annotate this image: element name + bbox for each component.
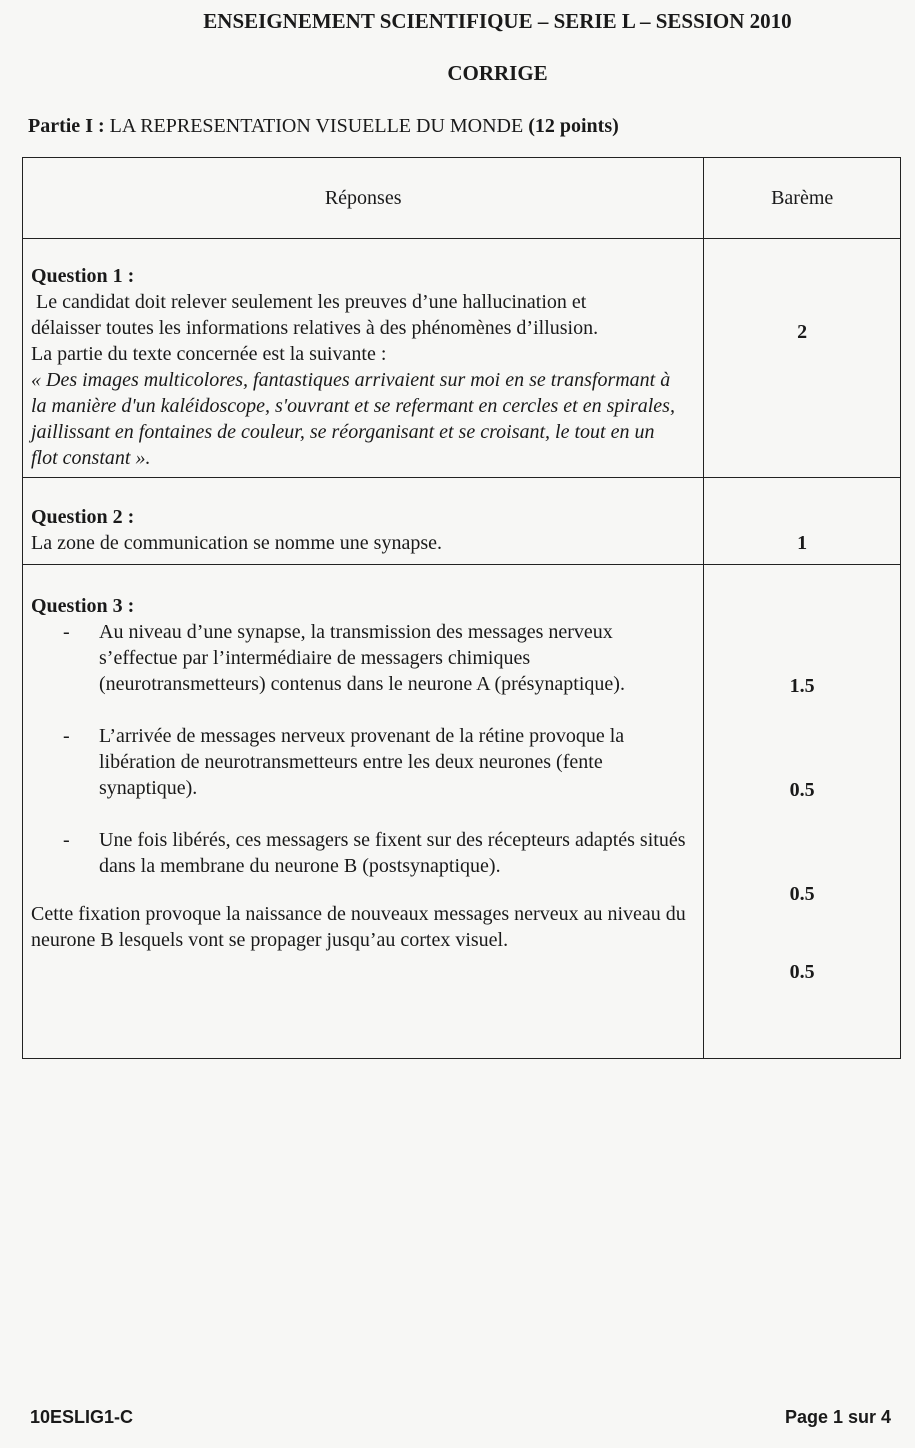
bullet-text: Une fois libérés, ces messagers se fixent sur des récepteurs adaptés situés dans la membrane du neurone B (postsynaptique).: [99, 829, 686, 877]
bullet-text: Au niveau d’une synapse, la transmission des messages nerveux s’effectue par l’intermédiaire de messagers chimiques (neurotransmetteurs) contenus dans le neurone A (présynaptique).: [99, 621, 625, 695]
question-3-bullet-1: [63, 619, 695, 697]
document-subtitle: CORRIGE: [447, 61, 548, 85]
question-3-scores: [704, 565, 901, 1059]
question-2-answer: [23, 478, 704, 565]
question-2-row: [23, 478, 901, 565]
column-header-score: Barème: [704, 158, 901, 239]
answer-table: [22, 157, 901, 1059]
table-header-row: [23, 158, 901, 239]
question-3-bullet-2: [63, 723, 695, 801]
bullet-dash: -: [63, 725, 70, 747]
question-1-label: Question 1 :: [31, 265, 135, 287]
part-title: LA REPRESENTATION VISUELLE DU MONDE: [109, 115, 524, 137]
question-1-answer: [23, 239, 704, 478]
column-header-responses: Réponses: [23, 158, 704, 239]
question-3-score-2: 0.5: [789, 779, 815, 801]
part-points: (12 points): [528, 115, 619, 137]
part-label: Partie I :: [28, 115, 105, 137]
question-2-label: Question 2 :: [31, 506, 135, 528]
question-1-quote: « Des images multicolores, fantastiques arrivaient sur moi en se transformant à la manière d'un kaléidoscope, s'ouvrant et se refermant en cercles et en spirales, jaillissant en fontaines de couleur, se réorganisant et se croisant, le tout en un flot constant ».: [31, 369, 675, 469]
question-3-score-3: 0.5: [789, 883, 815, 905]
question-2-score: 1: [704, 478, 901, 565]
document-code: 10ESLIG1-C: [30, 1407, 134, 1427]
bullet-dash: -: [63, 621, 70, 643]
question-3-conclusion: Cette fixation provoque la naissance de nouveaux messages nerveux au niveau du neurone B lesquels vont se propager jusqu’au cortex visuel.: [31, 903, 686, 951]
page-number: Page 1 sur 4: [784, 1407, 891, 1427]
part-heading: [28, 115, 619, 138]
question-1-line-1: Le candidat doit relever seulement les preuves d’une hallucination et: [31, 291, 587, 313]
question-1-score: 2: [704, 239, 901, 478]
question-3-score-4: 0.5: [789, 961, 815, 983]
bullet-text: L’arrivée de messages nerveux provenant de la rétine provoque la libération de neurotransmetteurs entre les deux neurones (fente synaptique).: [99, 725, 625, 799]
question-3-score-1: 1.5: [789, 675, 815, 697]
document-title: ENSEIGNEMENT SCIENTIFIQUE – SERIE L – SESSION 2010: [203, 9, 792, 33]
question-1-line-3: La partie du texte concernée est la suivante :: [31, 343, 387, 365]
bullet-dash: -: [63, 829, 70, 851]
question-1-row: [23, 239, 901, 478]
question-3-bullet-3: [63, 827, 695, 879]
question-1-line-2: délaisser toutes les informations relatives à des phénomènes d’illusion.: [31, 317, 599, 339]
question-3-answer: [23, 565, 704, 1059]
question-2-text: La zone de communication se nomme une synapse.: [31, 532, 442, 554]
question-3-row: [23, 565, 901, 1059]
question-3-label: Question 3 :: [31, 595, 135, 617]
